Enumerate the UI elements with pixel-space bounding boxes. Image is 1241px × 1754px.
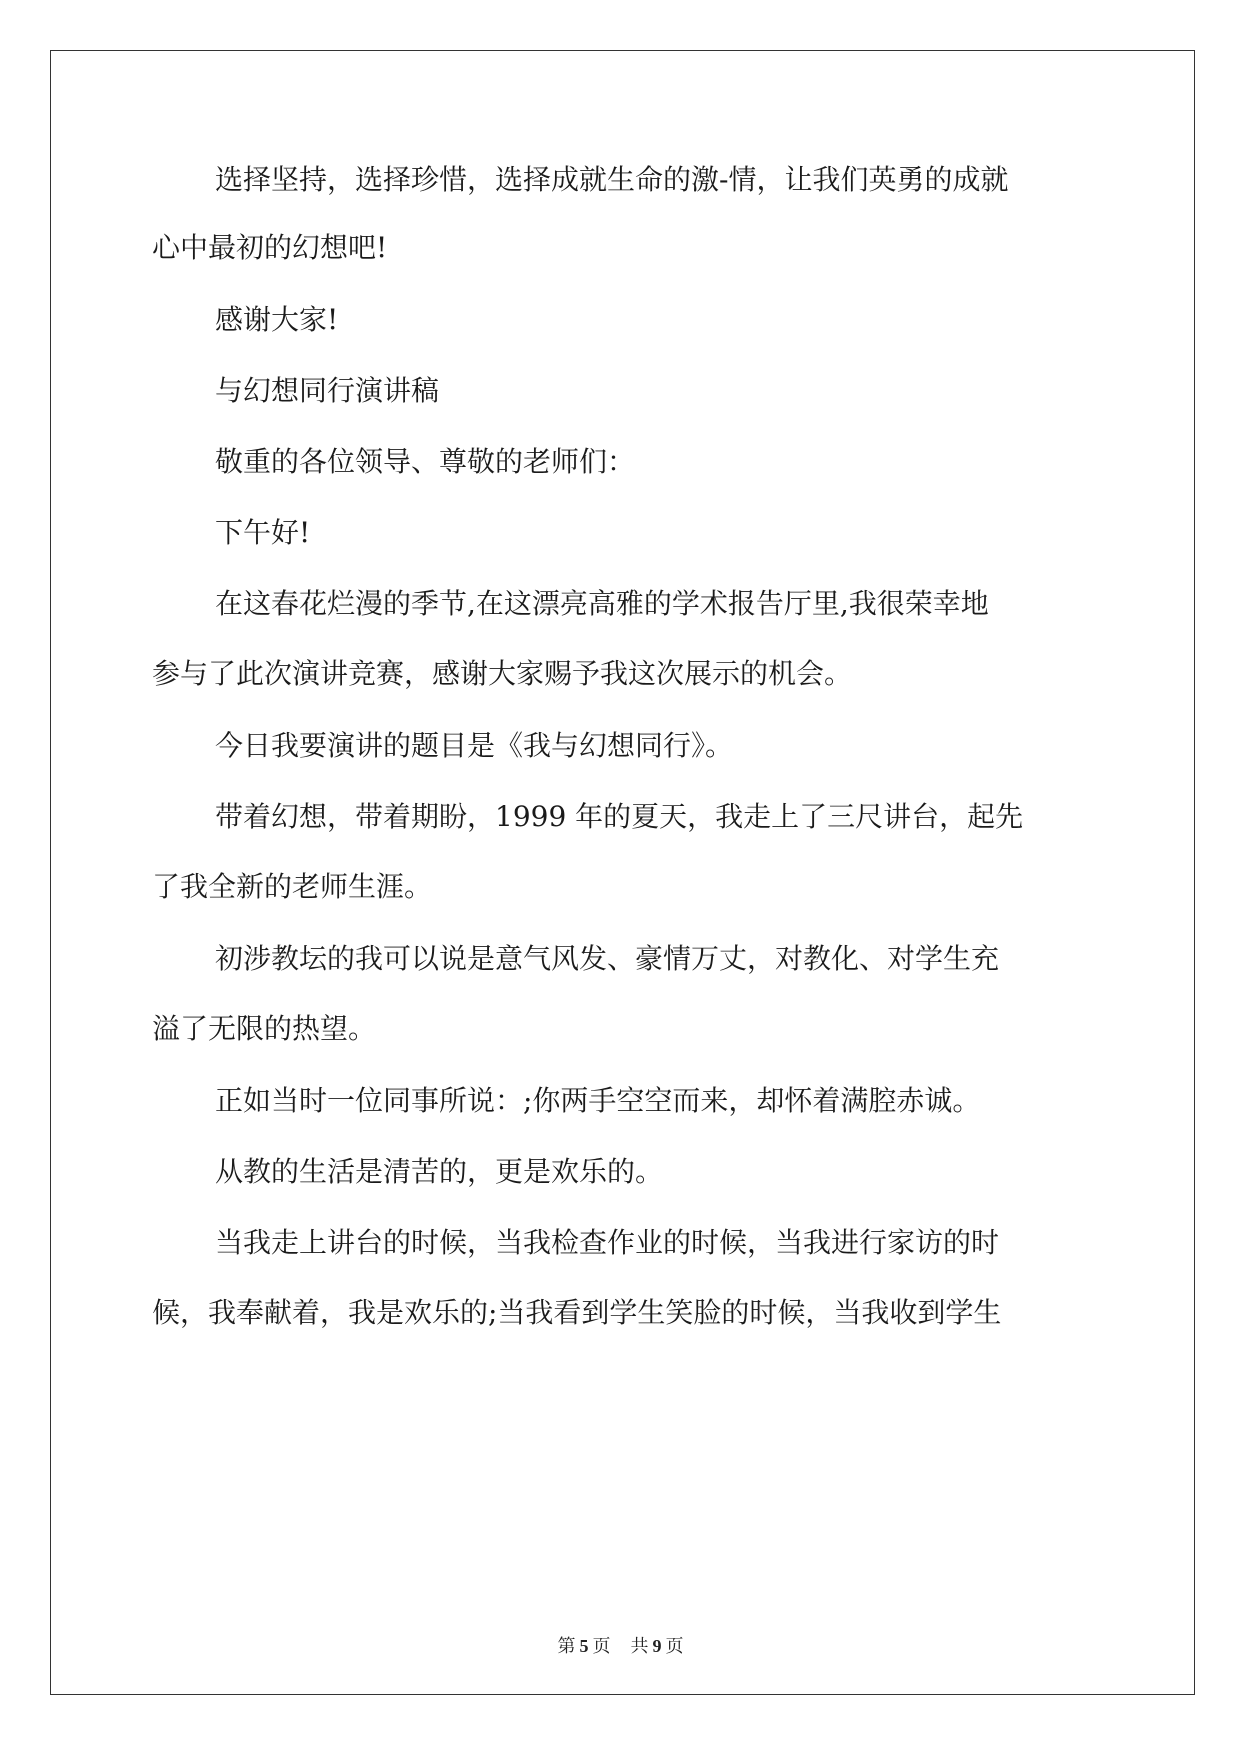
paragraph-line: 与幻想同行演讲稿 xyxy=(215,374,440,407)
paragraph-line: 正如当时一位同事所说：;你两手空空而来，却怀着满腔赤诚。 xyxy=(215,1084,981,1117)
total-pages: 9 xyxy=(652,1636,662,1656)
paragraph-line: 了我全新的老师生涯。 xyxy=(152,870,433,903)
total-prefix: 共 xyxy=(630,1636,649,1656)
paragraph-line: 下午好! xyxy=(215,516,311,549)
paragraph-line: 带着幻想，带着期盼，1999 年的夏天，我走上了三尺讲台，起先 xyxy=(215,800,1024,833)
paragraph-line: 从教的生活是清苦的，更是欢乐的。 xyxy=(215,1155,664,1188)
total-suffix: 页 xyxy=(665,1636,684,1656)
paragraph-line: 今日我要演讲的题目是《我与幻想同行》。 xyxy=(215,729,734,762)
page-number: 5 xyxy=(579,1636,589,1656)
paragraph-line: 参与了此次演讲竞赛，感谢大家赐予我这次展示的机会。 xyxy=(152,657,853,690)
paragraph-line: 选择坚持，选择珍惜，选择成就生命的激-情，让我们英勇的成就 xyxy=(215,163,1009,196)
page-footer xyxy=(0,1632,1241,1658)
paragraph-line: 当我走上讲台的时候，当我检查作业的时候，当我进行家访的时 xyxy=(215,1226,1000,1259)
paragraph-line: 心中最初的幻想吧! xyxy=(152,231,388,264)
paragraph-line: 在这春花烂漫的季节,在这漂亮高雅的学术报告厅里,我很荣幸地 xyxy=(215,587,989,620)
paragraph-line: 初涉教坛的我可以说是意气风发、豪情万丈，对教化、对学生充 xyxy=(215,942,1000,975)
paragraph-line: 候，我奉献着，我是欢乐的;当我看到学生笑脸的时候，当我收到学生 xyxy=(152,1296,1002,1329)
paragraph-line: 溢了无限的热望。 xyxy=(152,1012,377,1045)
page-prefix: 第 xyxy=(557,1636,576,1656)
page-suffix: 页 xyxy=(592,1636,611,1656)
paragraph-line: 敬重的各位领导、尊敬的老师们： xyxy=(215,445,636,478)
paragraph-line: 感谢大家! xyxy=(215,303,339,336)
